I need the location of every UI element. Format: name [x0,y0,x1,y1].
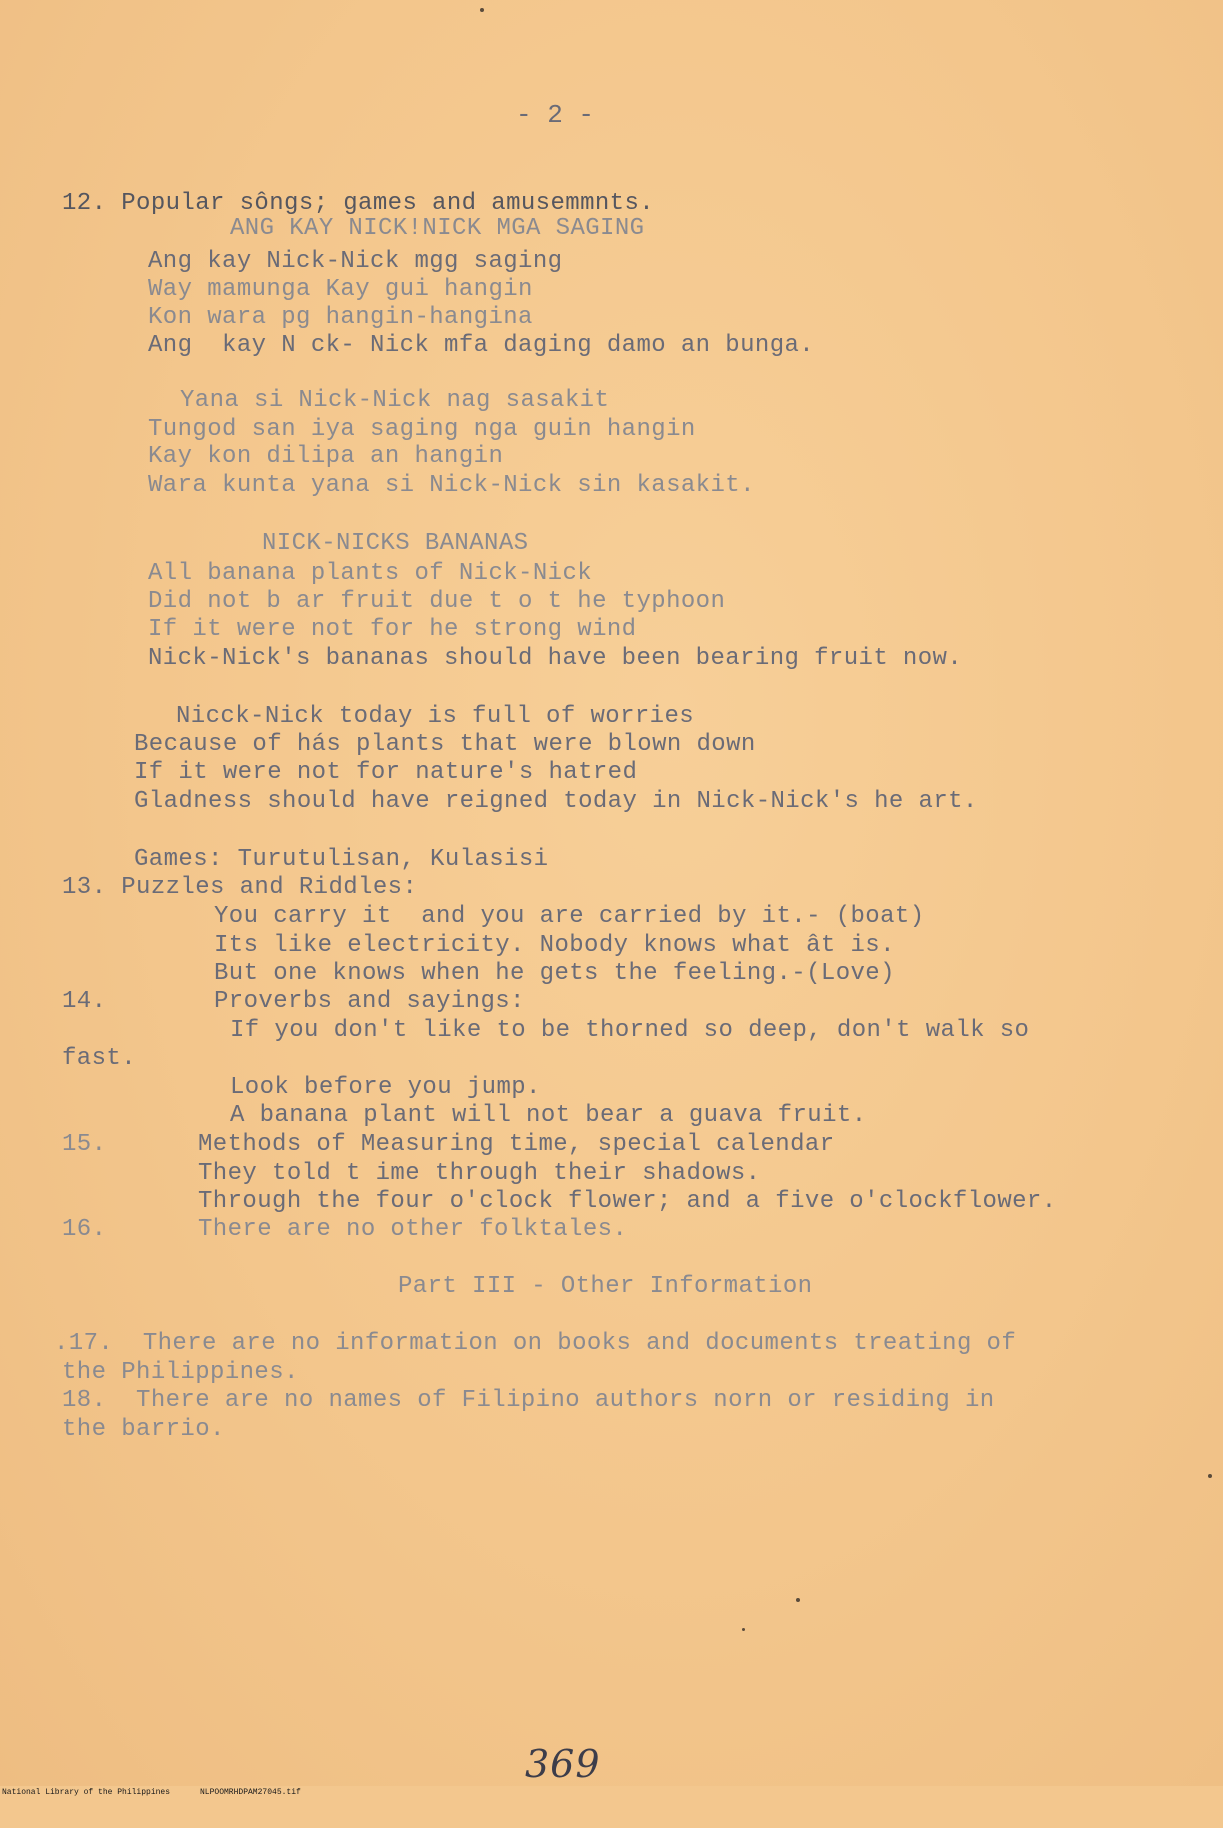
time-line: They told t ime through their shadows. [198,1160,761,1187]
footer-file: NLPOOMRHDPAM27045.tif [200,1788,301,1797]
translation-verse1-line: Nick-Nick's bananas should have been bearing fruit now. [148,645,963,672]
ink-speck [742,1628,745,1631]
section-14-number: 14. [62,988,107,1015]
section-15-number: 15. [62,1131,107,1158]
section-17-line: the Philippines. [62,1359,299,1386]
page-number: - 2 - [516,100,595,130]
handwritten-page-number: 369 [525,1742,601,1786]
verse1-line: Ang kay Nick-Nick mgg saging [148,248,563,275]
section-18-line: the barrio. [62,1416,225,1443]
footer-library: National Library of the Philippines [2,1788,171,1797]
riddle-line: You carry it and you are carried by it.- (boat) [214,903,925,930]
section-14-title: Proverbs and sayings: [214,988,525,1015]
section-18-line: 18. There are no names of Filipino authors norn or residing in [62,1387,995,1414]
verse1-line: Kon wara pg hangin-hangina [148,304,533,331]
translation-verse2-line: Nicck-Nick today is full of worries [176,703,695,730]
verse1-line: Way mamunga Kay gui hangin [148,276,533,303]
translation-verse1-line: Did not b ar fruit due t o t he typhoon [148,588,726,615]
proverb-line: A banana plant will not bear a guava fruit. [230,1102,867,1129]
verse2-line: Wara kunta yana si Nick-Nick sin kasakit. [148,472,755,499]
translation-verse2-line: If it were not for nature's hatred [134,759,638,786]
section-16-text: There are no other folktales. [198,1216,628,1243]
section-15-title: Methods of Measuring time, special calendar [198,1131,835,1158]
translation-title: NICK-NICKS BANANAS [262,530,529,557]
verse2-line: Tungod san iya saging nga guin hangin [148,416,696,443]
ink-speck [796,1598,800,1602]
translation-verse1-line: All banana plants of Nick-Nick [148,560,593,587]
verse2-line: Kay kon dilipa an hangin [148,443,504,470]
translation-verse2-line: Gladness should have reigned today in Nick-Nick's he art. [134,788,978,815]
section-12-heading: 12. Popular sôngs; games and amusemmnts. [62,190,655,217]
section-16-number: 16. [62,1216,107,1243]
translation-verse2-line: Because of hás plants that were blown down [134,731,756,758]
song-title: ANG KAY NICK!NICK MGA SAGING [230,215,645,242]
proverb-line: Look before you jump. [230,1074,541,1101]
section-17-line: .17. There are no information on books and documents treating of [54,1330,1017,1357]
riddle-line: Its like electricity. Nobody knows what ât is. [214,932,895,959]
time-line: Through the four o'clock flower; and a five o'clockflower. [198,1188,1057,1215]
section-13-heading: 13. Puzzles and Riddles: [62,874,418,901]
archive-footer [0,1786,1223,1800]
verse2-line: Yana si Nick-Nick nag sasakit [180,387,610,414]
proverb-line-wrap: fast. [62,1045,137,1072]
riddle-line: But one knows when he gets the feeling.-(Love) [214,960,895,987]
proverb-line: If you don't like to be thorned so deep, don't walk so [230,1017,1030,1044]
ink-speck [1208,1474,1212,1478]
ink-speck [480,8,484,12]
games-line: Games: Turutulisan, Kulasisi [134,846,549,873]
part3-title: Part III - Other Information [398,1273,813,1300]
translation-verse1-line: If it were not for he strong wind [148,616,637,643]
verse1-line: Ang kay N ck- Nick mfa daging damo an bunga. [148,332,815,359]
